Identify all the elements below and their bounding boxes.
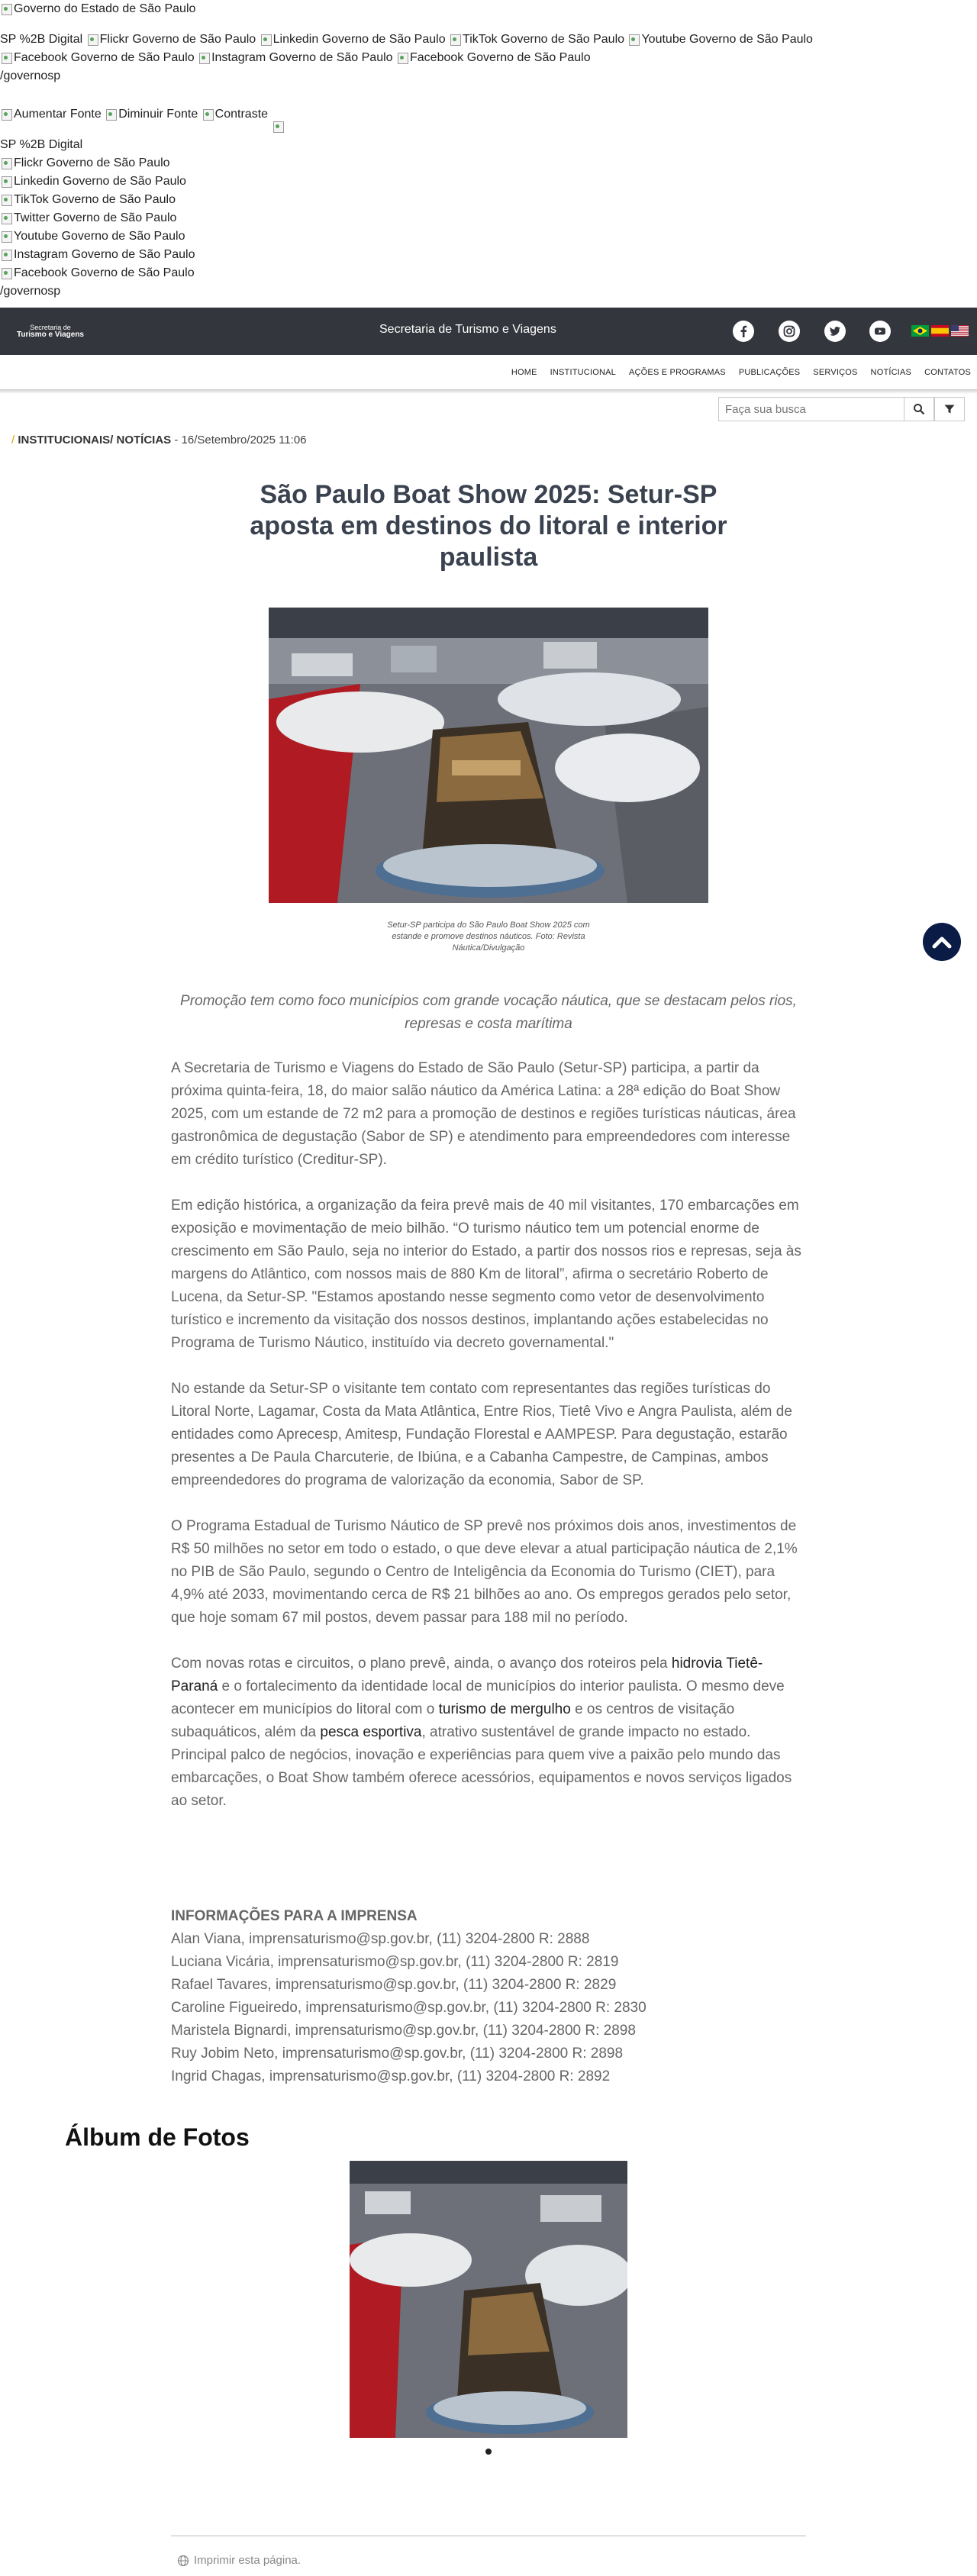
search-bar bbox=[718, 397, 965, 421]
breadcrumb-slash: / bbox=[11, 434, 15, 447]
flickr-link[interactable]: Flickr Governo de São Paulo bbox=[86, 31, 256, 49]
linkedin-link-2[interactable]: Linkedin Governo de São Paulo bbox=[0, 172, 186, 191]
filter-icon bbox=[943, 403, 956, 415]
nav-divider bbox=[0, 389, 977, 394]
press-contact: Caroline Figueiredo, imprensaturismo@sp.gov.br, (11) 3204-2800 R: 2830 bbox=[171, 2000, 646, 2016]
press-contact: Rafael Tavares, imprensaturismo@sp.gov.br, (11) 3204-2800 R: 2829 bbox=[171, 1977, 617, 1993]
album-photo[interactable] bbox=[350, 2161, 627, 2438]
paragraph-5 bbox=[171, 1652, 806, 1813]
top-header-fallback bbox=[0, 0, 977, 301]
page-title: São Paulo Boat Show 2025: Setur-SP aposta em destinos do litoral e interior paulista bbox=[250, 480, 727, 572]
p5-text-c: e os centros de visitação subaquáticos, além da bbox=[171, 1701, 735, 1740]
nav-institucional[interactable]: INSTITUCIONAL bbox=[550, 368, 616, 377]
paragraph-1: A Secretaria de Turismo e Viagens do Estado de São Paulo (Setur-SP) participa, a partir da próxima quinta-feira, 18, do maior salão náutico da América Latina: a 28ª edição do Boat Show 2025, com um estande de 72 m2 para a promoção de destinos e regiões turísticas náuticas, área gastronômica de degustação (Sabor de SP) e atendimento para empreendedores com interesse em crédito turístico (Creditur-SP). bbox=[171, 1060, 796, 1168]
tiktok-link[interactable]: TikTok Governo de São Paulo bbox=[449, 31, 624, 49]
press-contact: Ruy Jobim Neto, imprensaturismo@sp.gov.br, (11) 3204-2800 R: 2898 bbox=[171, 2046, 624, 2062]
sp-digital-link-2[interactable]: SP %2B Digital bbox=[0, 138, 83, 151]
press-info bbox=[171, 1905, 806, 2088]
contrast-button[interactable]: Contraste bbox=[202, 105, 268, 124]
instagram-link[interactable]: Instagram Governo de São Paulo bbox=[198, 49, 392, 67]
sp-digital-link[interactable]: SP %2B Digital bbox=[0, 33, 83, 46]
p5-text-b: e o fortalecimento da identidade local de municípios do interior paulista. O mesmo deve acontecer em municípios do litoral com o bbox=[171, 1678, 785, 1717]
carousel-dot[interactable] bbox=[485, 2449, 492, 2455]
link-turismo-mergulho[interactable]: turismo de mergulho bbox=[438, 1701, 571, 1717]
main-nav bbox=[511, 368, 971, 377]
link-pesca-esportiva[interactable]: pesca esportiva bbox=[320, 1724, 422, 1740]
breadcrumb-path[interactable]: INSTITUCIONAIS/ NOTÍCIAS bbox=[18, 434, 172, 447]
breadcrumb-date: - 16/Setembro/2025 11:06 bbox=[171, 434, 307, 447]
gov-logo-image[interactable]: Governo do Estado de São Paulo bbox=[0, 0, 195, 18]
instagram-icon[interactable] bbox=[779, 321, 800, 342]
search-button[interactable] bbox=[904, 397, 934, 421]
facebook-link-3[interactable]: Facebook Governo de São Paulo bbox=[0, 264, 195, 282]
chevron-up-icon bbox=[932, 934, 952, 949]
press-contact: Ingrid Chagas, imprensaturismo@sp.gov.br, (11) 3204-2800 R: 2892 bbox=[171, 2068, 611, 2084]
twitter-link[interactable]: Twitter Governo de São Paulo bbox=[0, 209, 176, 227]
print-link[interactable] bbox=[177, 2554, 301, 2567]
p5-text-a: Com novas rotas e circuitos, o plano prevê, ainda, o avanço dos roteiros pela bbox=[171, 1656, 672, 1672]
press-contact: Alan Viana, imprensaturismo@sp.gov.br, (11) 3204-2800 R: 2888 bbox=[171, 1931, 590, 1947]
spain-flag-icon[interactable] bbox=[931, 325, 949, 337]
album-title: Álbum de Fotos bbox=[65, 2123, 250, 2151]
breadcrumb bbox=[11, 434, 307, 447]
site-title: Secretaria de Turismo e Viagens bbox=[379, 323, 556, 336]
main-photo[interactable] bbox=[269, 608, 708, 903]
brazil-flag-icon[interactable] bbox=[911, 325, 929, 337]
facebook-link[interactable]: Facebook Governo de São Paulo bbox=[0, 49, 195, 67]
press-heading: INFORMAÇÕES PARA A IMPRENSA bbox=[171, 1908, 418, 1924]
flickr-link-2[interactable]: Flickr Governo de São Paulo bbox=[0, 154, 170, 172]
paragraph-2: Em edição histórica, a organização da feira prevê mais de 40 mil visitantes, 170 embarcações em exposição e movimentação de meio bilhão. “O turismo náutico tem um potencial enorme de crescimento em São Paulo, seja no interior do Estado, a partir dos nossos rios e represas, seja às margens do Atlântico, com nossos mais de 880 Km de litoral”, afirma o secretário Roberto de Lucena, da Setur-SP. "Estamos apostando nesse segmento como vetor de desenvolvimento turístico e incremento da visitação dos nossos destinos, implantando ações estabelecidas no Programa de Turismo Náutico, instituído via decreto governamental." bbox=[171, 1198, 801, 1351]
instagram-link-2[interactable]: Instagram Governo de São Paulo bbox=[0, 246, 195, 264]
nav-acoes-programas[interactable]: AÇÕES E PROGRAMAS bbox=[628, 368, 726, 377]
site-logo[interactable] bbox=[14, 324, 87, 339]
facebook-link-2[interactable]: Facebook Governo de São Paulo bbox=[396, 49, 591, 67]
paragraph-3: No estande da Setur-SP o visitante tem contato com representantes das regiões turísticas do Litoral Norte, Lagamar, Costa da Mata Atlântica, Entre Rios, Tietê Vivo e Angra Paulista, além de entidades como Aprecesp, Amitesp, Fundação Florestal e AAMPESP. Para degustação, estarão presentes a De Paula Charcuterie, de Ibiúna, e a Cabanha Campestre, de Campinas, ambos empreendedores do programa de valorização da economia, Sabor de SP. bbox=[171, 1381, 792, 1488]
decrease-font-button[interactable]: Diminuir Fonte bbox=[105, 105, 198, 124]
paragraph-4: O Programa Estadual de Turismo Náutico de SP prevê nos próximos dois anos, investimentos de R$ 50 milhões no setor em todo o estado, o que deve elevar a atual participação náutica de 2,1% no PIB de São Paulo, segundo o Centro de Inteligência da Economia do Turismo (CIET), para 4,9% até 2033, movimentando cerca de R$ 21 bilhões ao ano. Os empregos gerados pelo setor, que hoje somam 67 mil postos, devem passar para 188 mil no período. bbox=[171, 1518, 798, 1626]
press-contact: Luciana Vicária, imprensaturismo@sp.gov.br, (11) 3204-2800 R: 2819 bbox=[171, 1954, 619, 1970]
article-body bbox=[171, 1057, 806, 1836]
filter-button[interactable] bbox=[934, 397, 965, 421]
youtube-icon[interactable] bbox=[869, 321, 891, 342]
twitter-icon[interactable] bbox=[824, 321, 846, 342]
nav-noticias[interactable]: NOTÍCIAS bbox=[870, 368, 912, 377]
site-header bbox=[0, 308, 977, 355]
tiktok-link-2[interactable]: TikTok Governo de São Paulo bbox=[0, 191, 176, 209]
facebook-icon[interactable] bbox=[733, 321, 754, 342]
search-input[interactable] bbox=[718, 397, 904, 421]
nav-publicacoes[interactable]: PUBLICAÇÕES bbox=[738, 368, 801, 377]
back-to-top-button[interactable] bbox=[923, 923, 961, 961]
youtube-link-2[interactable]: Youtube Governo de São Paulo bbox=[0, 227, 185, 246]
governosp-handle[interactable]: /governosp bbox=[0, 69, 61, 82]
logo-line1: Secretaria de bbox=[30, 324, 71, 331]
article-lead: Promoção tem como foco municípios com grande vocação náutica, que se destacam pelos rios, represas e costa marítima bbox=[180, 993, 797, 1032]
press-contact: Maristela Bignardi, imprensaturismo@sp.gov.br, (11) 3204-2800 R: 2898 bbox=[171, 2023, 636, 2039]
nav-home[interactable]: HOME bbox=[511, 368, 537, 377]
logo-line2: Turismo e Viagens bbox=[17, 330, 84, 339]
governosp-handle-2[interactable]: /governosp bbox=[0, 285, 61, 298]
nav-servicos[interactable]: SERVIÇOS bbox=[813, 368, 858, 377]
usa-flag-icon[interactable] bbox=[951, 325, 969, 337]
linkedin-link[interactable]: Linkedin Governo de São Paulo bbox=[260, 31, 446, 49]
increase-font-button[interactable]: Aumentar Fonte bbox=[0, 105, 102, 124]
print-label: Imprimir esta página. bbox=[194, 2554, 301, 2567]
link-hidrovia[interactable]: hidrovia Tietê-Paraná bbox=[171, 1656, 763, 1694]
youtube-link[interactable]: Youtube Governo de São Paulo bbox=[627, 31, 812, 49]
p5-text-d: , atrativo sustentável de grande impacto no estado. Principal palco de negócios, inovação e experiências para quem vive a paixão pelo mundo das embarcações, o Boat Show também oferece acessórios, equipamentos e novos serviços ligados ao setor. bbox=[171, 1724, 792, 1809]
nav-contatos[interactable]: CONTATOS bbox=[924, 368, 971, 377]
globe-icon bbox=[177, 2555, 189, 2567]
photo-caption: Setur-SP participa do São Paulo Boat Show 2025 com estande e promove destinos náuticos. Foto: Revista Náutica/Divulgação bbox=[387, 920, 590, 953]
search-icon bbox=[913, 403, 925, 415]
